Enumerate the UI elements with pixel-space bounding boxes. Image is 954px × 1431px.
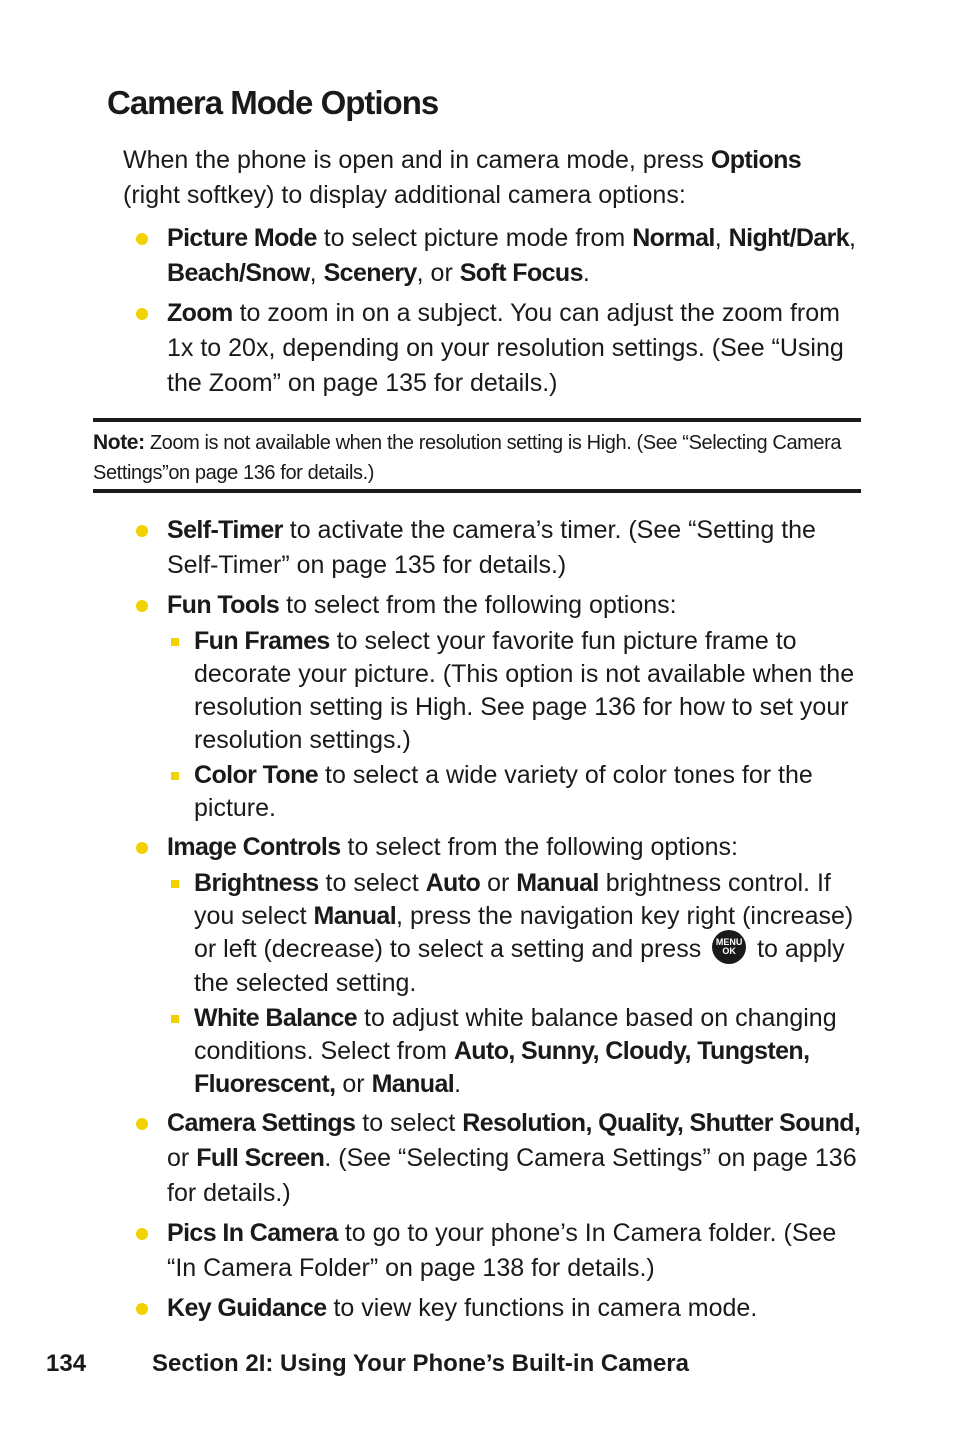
page-number: 134	[46, 1350, 87, 1377]
bullet-dot-icon	[136, 842, 148, 854]
list-item-image-controls: Image Controls to select from the following options: Brightness to select Auto or Manual brightness control. If you select Manual, press the navigation key right (increase) or left (decrease) to select a setting and press MENU OK to apply the selected setting. White Balance to adjust white balance based on changing conditions. Select from Auto, Sunny, Cloudy, Tungsten, Fluorescent, or Manual.	[125, 830, 865, 1101]
options-list-top	[125, 221, 865, 406]
list-item-picture-mode: Picture Mode to select picture mode from Normal, Night/Dark, Beach/Snow, Scenery, or Soft Focus.	[125, 221, 865, 291]
fun-tools-sublist	[125, 625, 865, 825]
bullet-dot-icon	[136, 1118, 148, 1130]
sublist-item-white-balance: White Balance to adjust white balance based on changing conditions. Select from Auto, Sunny, Cloudy, Tungsten, Fluorescent, or Manual.	[125, 1002, 865, 1101]
note-box	[93, 418, 861, 493]
note-text: Zoom is not available when the resolution setting is High. (See “Selecting Camera Settings”on page 136 for details.)	[93, 432, 842, 484]
bullet-dot-icon	[136, 233, 148, 245]
options-list-bottom	[125, 513, 865, 1331]
square-bullet-icon	[171, 638, 179, 646]
bullet-dot-icon	[136, 600, 148, 612]
sublist-item-brightness: Brightness to select Auto or Manual brightness control. If you select Manual, press the navigation key right (increase) or left (decrease) to select a setting and press MENU OK to apply the selected setting.	[125, 867, 865, 1000]
list-item-zoom: Zoom to zoom in on a subject. You can adjust the zoom from 1x to 20x, depending on your resolution settings. (See “Using the Zoom” on page 135 for details.)	[125, 296, 865, 401]
list-item-pics-in-camera: Pics In Camera to go to your phone’s In Camera folder. (See “In Camera Folder” on page 138 for details.)	[125, 1216, 865, 1286]
intro-text-post: (right softkey) to display additional camera options:	[123, 181, 686, 209]
sublist-item-fun-frames: Fun Frames to select your favorite fun picture frame to decorate your picture. (This option is not available when the resolution setting is High. See page 136 for how to set your resolution settings.)	[125, 625, 865, 757]
square-bullet-icon	[171, 772, 179, 780]
list-item-camera-settings: Camera Settings to select Resolution, Quality, Shutter Sound, or Full Screen. (See “Selecting Camera Settings” on page 136 for details.)	[125, 1106, 865, 1211]
page-title: Camera Mode Options	[107, 84, 439, 121]
square-bullet-icon	[171, 1015, 179, 1023]
image-controls-sublist	[125, 867, 865, 1101]
intro-options-keyword: Options	[710, 146, 802, 174]
intro-paragraph	[123, 143, 853, 213]
bullet-dot-icon	[136, 1303, 148, 1315]
note-label: Note:	[93, 431, 145, 454]
intro-text-pre: When the phone is open and in camera mode, press	[123, 146, 711, 174]
bullet-dot-icon	[136, 308, 148, 320]
bullet-dot-icon	[136, 525, 148, 537]
list-item-self-timer: Self-Timer to activate the camera’s timer. (See “Setting the Self-Timer” on page 135 for details.)	[125, 513, 865, 583]
bullet-dot-icon	[136, 1228, 148, 1240]
square-bullet-icon	[171, 880, 179, 888]
list-item-fun-tools: Fun Tools to select from the following options: Fun Frames to select your favorite fun picture frame to decorate your picture. (This option is not available when the resolution setting is High. See page 136 for how to set your resolution settings.) Color Tone to select a wide variety of color tones for the picture.	[125, 588, 865, 825]
menu-ok-key-icon: MENU OK	[712, 930, 746, 964]
sublist-item-color-tone: Color Tone to select a wide variety of color tones for the picture.	[125, 759, 865, 825]
section-title: Section 2I: Using Your Phone’s Built-in Camera	[152, 1350, 689, 1377]
list-item-key-guidance: Key Guidance to view key functions in camera mode.	[125, 1291, 865, 1326]
